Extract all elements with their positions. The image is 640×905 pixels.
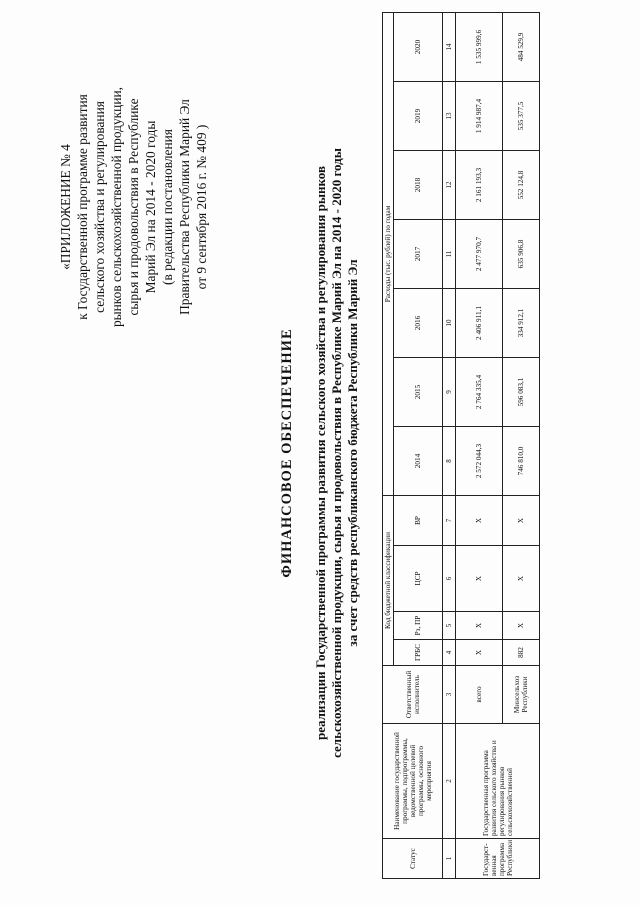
row-rzpr: Х (456, 612, 503, 640)
column-index: 2 (443, 724, 456, 839)
column-index: 13 (443, 82, 456, 151)
row-value: 746 810,0 (503, 427, 540, 496)
title-line: за счет средств республиканского бюджета Республики Марий Эл (345, 259, 360, 647)
title-main: ФИНАНСОВОЕ ОБЕСПЕЧЕНИЕ (279, 328, 295, 578)
row-value: 334 912,1 (503, 289, 540, 358)
header-executor: Ответственный исполнитель (383, 666, 443, 724)
appendix-line: Марий Эл на 2014 - 2020 годы (143, 120, 158, 294)
header-year: 2020 (394, 13, 443, 82)
row-value: 2 161 193,3 (456, 151, 503, 220)
header-year: 2014 (394, 427, 443, 496)
header-vr: ВР (394, 496, 443, 546)
column-index: 8 (443, 427, 456, 496)
column-index: 4 (443, 640, 456, 666)
row-vr: Х (503, 496, 540, 546)
column-index: 12 (443, 151, 456, 220)
row-grbs: Х (456, 640, 503, 666)
row-name: Государственная программа развития сельского хозяйства и регулирования рынков сельскохозяйственной (456, 724, 540, 839)
appendix-line: сельского хозяйства и регулирования (92, 101, 107, 313)
column-index: 5 (443, 612, 456, 640)
header-grbs: ГРБС (394, 640, 443, 666)
header-expenses: Расходы (тыс. рублей) по годам (383, 13, 394, 496)
row-executor: Минсельхоз Республики (503, 666, 540, 724)
row-vr: Х (456, 496, 503, 546)
row-value: 535 377,5 (503, 82, 540, 151)
header-year: 2019 (394, 82, 443, 151)
column-index: 14 (443, 13, 456, 82)
header-status: Статус (383, 839, 443, 879)
funding-table-wrap (382, 13, 540, 879)
appendix-line: (в редакции постановления (160, 129, 175, 285)
row-grbs: 882 (503, 640, 540, 666)
header-rzpr: Рз, ПР (394, 612, 443, 640)
row-csr: Х (456, 546, 503, 612)
header-year: 2015 (394, 358, 443, 427)
row-value: 2 477 970,7 (456, 220, 503, 289)
row-executor: всего (456, 666, 503, 724)
document-title (279, 13, 361, 893)
row-value: 1 914 987,4 (456, 82, 503, 151)
header-budget-code: Код бюджетной классификации (383, 496, 394, 666)
appendix-line: Правительства Республики Марий Эл (177, 99, 192, 315)
column-index: 6 (443, 546, 456, 612)
row-value: 552 124,8 (503, 151, 540, 220)
row-value: 596 083,1 (503, 358, 540, 427)
row-value: 484 529,9 (503, 13, 540, 82)
header-year: 2018 (394, 151, 443, 220)
row-value: 1 535 999,6 (456, 13, 503, 82)
header-csr: ЦСР (394, 546, 443, 612)
column-index: 7 (443, 496, 456, 546)
column-index-row (443, 13, 456, 879)
header-year: 2016 (394, 289, 443, 358)
table-row (456, 13, 503, 879)
column-index: 1 (443, 839, 456, 879)
appendix-line: рынков сельскохозяйственной продукции, (109, 86, 124, 328)
header-year: 2017 (394, 220, 443, 289)
column-index: 9 (443, 358, 456, 427)
document-sheet (15, 13, 625, 893)
header-name: Наименование государственной программы, подпрограммы, ведомственной целевой программы, основного мероприятия (383, 724, 443, 839)
column-index: 10 (443, 289, 456, 358)
row-status: Государст-венная программа Республики (456, 839, 540, 879)
appendix-line: «ПРИЛОЖЕНИЕ № 4 (58, 144, 73, 270)
appendix-line: к Государственной программе развития (75, 94, 90, 320)
row-value: 2 572 044,3 (456, 427, 503, 496)
row-csr: Х (503, 546, 540, 612)
appendix-line: от 9 сентября 2016 г. № 409 ) (194, 124, 209, 290)
title-line: сельскохозяйственной продукции, сырья и продовольствия в Республике Марий Эл на 2014 - 2020 годы (329, 148, 344, 758)
column-index: 11 (443, 220, 456, 289)
funding-table (382, 12, 540, 879)
title-line: реализации Государственной программы развития сельского хозяйства и регулирования рынков (313, 166, 328, 740)
row-value: 2 764 335,4 (456, 358, 503, 427)
appendix-line: сырья и продовольствия в Республике (126, 98, 141, 316)
row-rzpr: Х (503, 612, 540, 640)
column-index: 3 (443, 666, 456, 724)
appendix-header (57, 21, 210, 393)
row-value: 635 906,8 (503, 220, 540, 289)
row-value: 2 406 911,1 (456, 289, 503, 358)
